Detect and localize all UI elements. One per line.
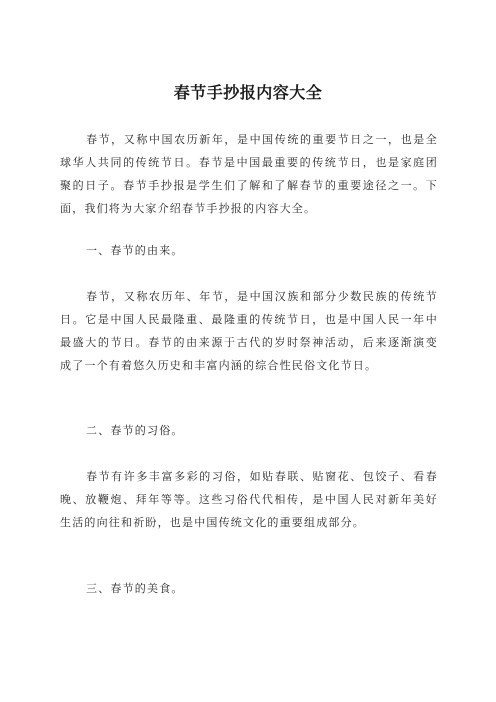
section-heading-customs: 二、春节的习俗。 <box>86 424 184 437</box>
section-heading-food: 三、春节的美食。 <box>86 582 184 595</box>
intro-paragraph: 春节，又称中国农历新年，是中国传统的重要节日之一，也是全球华人共同的传统节日。春节是中国最重要的传统节日，也是家庭团聚的日子。春节手抄报是学生们了解和了解春节的重要途径之一。下面，我们将为大家介绍春节手抄报的内容大全。 <box>60 133 438 215</box>
section-body-origin: 春节，又称农历年、年节，是中国汉族和部分少数民族的传统节日。它是中国人民最隆重、最隆重的传统节日，也是中国人民一年中最盛大的节日。春节的由来源于古代的岁时祭神活动，后来逐渐演变成了一个有着悠久历史和丰富内涵的综合性民俗文化节日。 <box>60 290 438 372</box>
section-heading-origin: 一、春节的由来。 <box>86 244 184 257</box>
document-title: 春节手抄报内容大全 <box>173 83 323 102</box>
section-body-customs: 春节有许多丰富多彩的习俗，如贴春联、贴窗花、包饺子、看春晚、放鞭炮、拜年等等。这些习俗代代相传，是中国人民对新年美好生活的向往和祈盼，也是中国传统文化的重要组成部分。 <box>60 470 438 529</box>
